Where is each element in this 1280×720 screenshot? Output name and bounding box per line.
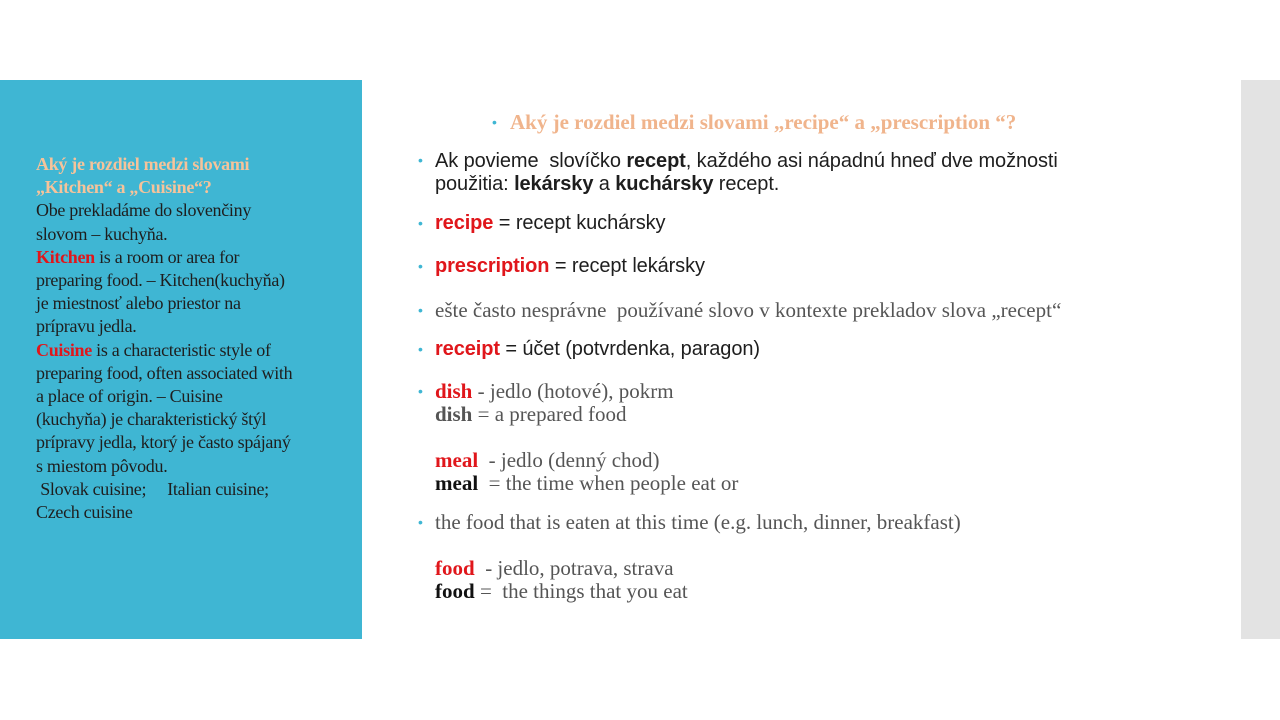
meal-word-2: meal [435, 471, 479, 495]
wrong-usage-note: ešte často nesprávne používané slovo v kontexte prekladov slova „recept“ [435, 298, 1062, 322]
receipt-line [435, 338, 760, 361]
bullet-icon: • [418, 383, 423, 399]
food-eaten-line: the food that is eaten at this time (e.g. lunch, dinner, breakfast) [435, 510, 961, 534]
meal-meaning: - jedlo (denný chod) [478, 448, 660, 472]
recept-intro-line-1 [435, 150, 1058, 173]
kitchen-definition-line [36, 246, 336, 269]
receipt-word: receipt [435, 338, 500, 360]
examples-line-2: Czech cuisine [36, 502, 133, 523]
right-side-bar [1241, 80, 1280, 639]
cuisine-line-5: s miestom pôvodu. [36, 455, 168, 476]
bullet-icon: • [418, 152, 423, 168]
dish-meaning: - jedlo (hotové), pokrm [472, 379, 674, 403]
cuisine-line-1: preparing food, often associated with [36, 362, 293, 383]
lekarsky-word: lekársky [514, 173, 594, 195]
left-p1-line-1: Obe prekladáme do slovenčiny [36, 200, 252, 221]
pouzitia-text: použitia: [435, 173, 515, 195]
cuisine-definition-rest: is a characteristic style of [91, 339, 271, 360]
bullet-icon: • [418, 514, 423, 530]
cuisine-line-3: (kuchyňa) je charakteristický štýl [36, 409, 267, 430]
cuisine-line-2: a place of origin. – Cuisine [36, 386, 223, 407]
left-p1-line-2: slovom – kuchyňa. [36, 223, 168, 244]
slide-title: Aký je rozdiel medzi slovami „recipe“ a „prescription “? [510, 110, 1017, 134]
food-meaning: - jedlo, potrava, strava [474, 556, 674, 580]
kitchen-word: Kitchen [36, 246, 95, 267]
recept-intro-text: Ak povieme slovíčko [435, 150, 627, 172]
bullet-icon: • [492, 114, 497, 130]
food-word: food [435, 556, 475, 580]
dish-line [435, 379, 674, 404]
dish-word: dish [435, 379, 473, 403]
examples-line-1: Slovak cuisine; Italian cuisine; [36, 478, 269, 499]
dish-definition: = a prepared food [472, 402, 627, 426]
bullet-icon: • [418, 341, 423, 357]
meal-definition-line [435, 471, 738, 496]
bullet-icon: • [418, 258, 423, 274]
left-heading-line-2: „Kitchen“ a „Cuisine“? [36, 177, 212, 198]
food-definition: = the things that you eat [474, 579, 688, 603]
recipe-word: recipe [435, 212, 494, 234]
food-definition-line [435, 579, 688, 604]
receipt-meaning: = účet (potvrdenka, paragon) [499, 338, 760, 360]
kitchen-definition-rest: is a room or area for [94, 246, 240, 267]
recept-word: recept [626, 150, 686, 172]
left-text-block [36, 153, 336, 524]
prescription-word: prescription [435, 255, 550, 277]
recept-end: recept. [713, 173, 780, 195]
prescription-meaning: = recept lekársky [549, 255, 705, 277]
recipe-meaning: = recept kuchársky [493, 212, 666, 234]
left-heading-line-1: Aký je rozdiel medzi slovami [36, 154, 250, 174]
meal-word: meal [435, 448, 479, 472]
cuisine-definition-line [36, 339, 336, 362]
bullet-icon: • [418, 215, 423, 231]
recept-intro-post: , každého asi nápadnú hneď dve možnosti [685, 150, 1058, 172]
conjunction-a: a [593, 173, 616, 195]
kitchen-line-2: je miestnosť alebo priestor na [36, 293, 241, 314]
kitchen-line-3: prípravu jedla. [36, 316, 137, 337]
bullet-icon: • [418, 302, 423, 318]
dish-definition-line [435, 402, 626, 427]
food-word-2: food [435, 579, 475, 603]
food-line [435, 556, 674, 581]
cuisine-line-4: prípravy jedla, ktorý je často spájaný [36, 432, 291, 453]
meal-line [435, 448, 660, 473]
meal-definition: = the time when people eat or [478, 471, 739, 495]
kucharsky-word: kuchársky [615, 173, 714, 195]
recipe-line [435, 212, 665, 235]
cuisine-word: Cuisine [36, 339, 92, 360]
kitchen-line-1: preparing food. – Kitchen(kuchyňa) [36, 270, 285, 291]
recept-intro-line-2 [435, 173, 779, 196]
prescription-line [435, 255, 705, 278]
dish-word-2: dish [435, 402, 473, 426]
